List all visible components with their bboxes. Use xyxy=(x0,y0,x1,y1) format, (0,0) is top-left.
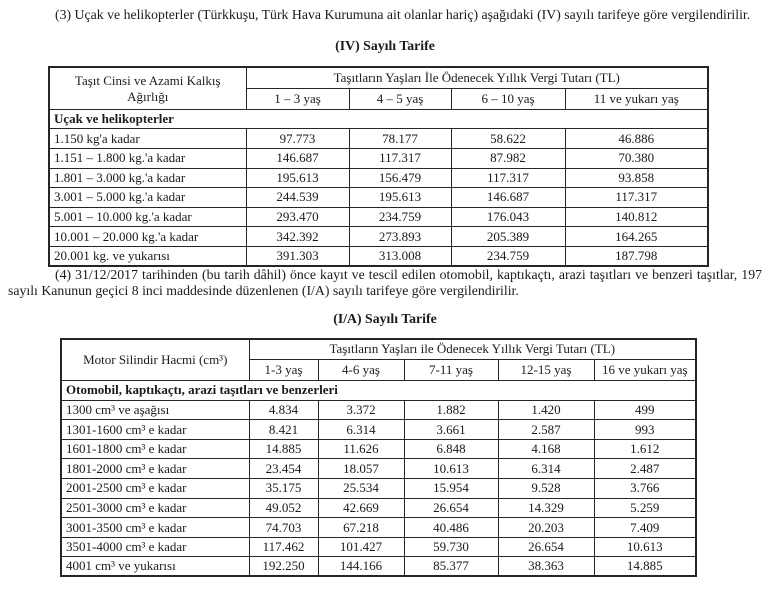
tax-amount-cell: 3.661 xyxy=(404,420,498,440)
table-row xyxy=(61,459,696,479)
tax-amount-cell: 164.265 xyxy=(565,227,708,247)
table-row xyxy=(49,246,708,266)
tax-amount-cell: 101.427 xyxy=(318,537,404,557)
tax-amount-cell: 6.314 xyxy=(318,420,404,440)
tax-amount-cell: 117.317 xyxy=(451,168,565,188)
row-label: 1.150 kg'a kadar xyxy=(49,129,246,149)
tax-amount-cell: 87.982 xyxy=(451,148,565,168)
table-row xyxy=(61,479,696,499)
table-ia-title: (I/A) Sayılı Tarife xyxy=(333,310,437,326)
table-body xyxy=(61,400,696,576)
tax-amount-cell: 273.893 xyxy=(349,227,451,247)
tax-amount-cell: 35.175 xyxy=(249,479,318,499)
tax-amount-cell: 46.886 xyxy=(565,129,708,149)
column-header-tax-span: Taşıtların Yaşları ile Ödenecek Yıllık Vergi Tutarı (TL) xyxy=(249,339,696,360)
column-header-age-2: 4-6 yaş xyxy=(318,360,404,381)
table-body xyxy=(49,129,708,266)
tax-amount-cell: 8.421 xyxy=(249,420,318,440)
column-header-age-3: 6 – 10 yaş xyxy=(451,88,565,109)
tax-amount-cell: 117.317 xyxy=(349,148,451,168)
tax-amount-cell: 14.329 xyxy=(498,498,594,518)
tax-amount-cell: 3.372 xyxy=(318,400,404,420)
section-label: Otomobil, kaptıkaçtı, arazi taşıtları ve benzerleri xyxy=(61,381,696,401)
tax-amount-cell: 499 xyxy=(594,400,696,420)
column-header-age-3: 7-11 yaş xyxy=(404,360,498,381)
tax-amount-cell: 1.882 xyxy=(404,400,498,420)
tax-amount-cell: 7.409 xyxy=(594,518,696,538)
tax-amount-cell: 9.528 xyxy=(498,479,594,499)
tax-amount-cell: 234.759 xyxy=(349,207,451,227)
tax-amount-cell: 4.834 xyxy=(249,400,318,420)
vehicle-type-header-line1: Taşıt Cinsi ve Azami Kalkış xyxy=(74,72,221,88)
tax-amount-cell: 26.654 xyxy=(498,537,594,557)
vehicle-type-header-line2: Ağırlığı xyxy=(127,88,169,104)
tax-amount-cell: 10.613 xyxy=(594,537,696,557)
table-row xyxy=(61,498,696,518)
tax-amount-cell: 11.626 xyxy=(318,439,404,459)
paragraph-3: (3) Uçak ve helikopterler (Türkkuşu, Türk Hava Kurumuna ait olanlar hariç) aşağıdaki (IV) sayılı tarifeye göre vergilendirilir. xyxy=(55,7,751,22)
tax-amount-cell: 205.389 xyxy=(451,227,565,247)
row-label: 5.001 – 10.000 kg.'a kadar xyxy=(49,207,246,227)
tax-amount-cell: 15.954 xyxy=(404,479,498,499)
tax-amount-cell: 38.363 xyxy=(498,557,594,577)
table-row xyxy=(61,439,696,459)
column-header-age-5: 16 ve yukarı yaş xyxy=(594,360,696,381)
tax-amount-cell: 14.885 xyxy=(594,557,696,577)
tariff-table-ia xyxy=(60,338,697,578)
row-label: 2001-2500 cm³ e kadar xyxy=(61,479,249,499)
tax-amount-cell: 6.848 xyxy=(404,439,498,459)
row-label: 3501-4000 cm³ e kadar xyxy=(61,537,249,557)
paragraph-4: (4) 31/12/2017 tarihinden (bu tarih dâhil) önce kayıt ve tescil edilen otomobil, kaptıkaçtı, arazi taşıtları ve benzeri taşıtlar, 197 sayılı Kanunun geçici 8 inci maddesinde düzenlenen (I/A) sayılı tarifeye göre vergilendirilir. xyxy=(8,267,762,299)
table-row xyxy=(49,188,708,208)
row-label: 1.801 – 3.000 kg.'a kadar xyxy=(49,168,246,188)
tax-amount-cell: 313.008 xyxy=(349,246,451,266)
table-iv-title: (IV) Sayılı Tarife xyxy=(335,38,435,54)
row-label: 3001-3500 cm³ e kadar xyxy=(61,518,249,538)
row-label: 3.001 – 5.000 kg.'a kadar xyxy=(49,188,246,208)
column-header-age-1: 1-3 yaş xyxy=(249,360,318,381)
row-label: 1301-1600 cm³ e kadar xyxy=(61,420,249,440)
tax-amount-cell: 49.052 xyxy=(249,498,318,518)
tax-amount-cell: 70.380 xyxy=(565,148,708,168)
table-row xyxy=(61,400,696,420)
row-label: 10.001 – 20.000 kg.'a kadar xyxy=(49,227,246,247)
tax-amount-cell: 26.654 xyxy=(404,498,498,518)
tax-amount-cell: 4.168 xyxy=(498,439,594,459)
column-header-age-4: 11 ve yukarı yaş xyxy=(565,88,708,109)
tax-amount-cell: 176.043 xyxy=(451,207,565,227)
tax-amount-cell: 2.587 xyxy=(498,420,594,440)
tax-amount-cell: 78.177 xyxy=(349,129,451,149)
tax-amount-cell: 187.798 xyxy=(565,246,708,266)
table-row xyxy=(49,148,708,168)
table-header-row xyxy=(61,339,696,360)
tax-amount-cell: 59.730 xyxy=(404,537,498,557)
tax-amount-cell: 23.454 xyxy=(249,459,318,479)
row-label: 1.151 – 1.800 kg.'a kadar xyxy=(49,148,246,168)
table-row xyxy=(61,420,696,440)
tax-amount-cell: 1.420 xyxy=(498,400,594,420)
tax-amount-cell: 67.218 xyxy=(318,518,404,538)
row-label: 1801-2000 cm³ e kadar xyxy=(61,459,249,479)
tax-amount-cell: 244.539 xyxy=(246,188,349,208)
tax-amount-cell: 74.703 xyxy=(249,518,318,538)
tax-amount-cell: 20.203 xyxy=(498,518,594,538)
section-label: Uçak ve helikopterler xyxy=(49,109,708,129)
tax-amount-cell: 3.766 xyxy=(594,479,696,499)
table-row xyxy=(49,168,708,188)
tax-amount-cell: 25.534 xyxy=(318,479,404,499)
row-label: 1601-1800 cm³ e kadar xyxy=(61,439,249,459)
table-row xyxy=(61,537,696,557)
tax-amount-cell: 10.613 xyxy=(404,459,498,479)
section-row xyxy=(61,381,696,401)
table-row xyxy=(61,557,696,577)
column-header-engine-volume: Motor Silindir Hacmi (cm³) xyxy=(61,339,249,381)
tax-amount-cell: 140.812 xyxy=(565,207,708,227)
tax-amount-cell: 146.687 xyxy=(451,188,565,208)
tax-amount-cell: 117.317 xyxy=(565,188,708,208)
tax-amount-cell: 293.470 xyxy=(246,207,349,227)
tariff-table-iv xyxy=(48,66,709,267)
tax-amount-cell: 6.314 xyxy=(498,459,594,479)
tax-amount-cell: 42.669 xyxy=(318,498,404,518)
column-header-tax-span: Taşıtların Yaşları İle Ödenecek Yıllık Vergi Tutarı (TL) xyxy=(246,67,708,88)
tax-amount-cell: 117.462 xyxy=(249,537,318,557)
tax-amount-cell: 342.392 xyxy=(246,227,349,247)
tax-amount-cell: 14.885 xyxy=(249,439,318,459)
table-row xyxy=(49,129,708,149)
tax-amount-cell: 195.613 xyxy=(246,168,349,188)
tax-amount-cell: 85.377 xyxy=(404,557,498,577)
tax-amount-cell: 156.479 xyxy=(349,168,451,188)
tax-amount-cell: 58.622 xyxy=(451,129,565,149)
row-label: 1300 cm³ ve aşağısı xyxy=(61,400,249,420)
tax-amount-cell: 192.250 xyxy=(249,557,318,577)
tax-amount-cell: 5.259 xyxy=(594,498,696,518)
tax-amount-cell: 40.486 xyxy=(404,518,498,538)
table-row xyxy=(49,227,708,247)
tax-amount-cell: 234.759 xyxy=(451,246,565,266)
section-row xyxy=(49,109,708,129)
tax-amount-cell: 146.687 xyxy=(246,148,349,168)
tax-amount-cell: 97.773 xyxy=(246,129,349,149)
tax-amount-cell: 195.613 xyxy=(349,188,451,208)
table-row xyxy=(61,518,696,538)
table-header-row xyxy=(49,67,708,88)
tax-amount-cell: 2.487 xyxy=(594,459,696,479)
tax-amount-cell: 18.057 xyxy=(318,459,404,479)
column-header-age-1: 1 – 3 yaş xyxy=(246,88,349,109)
row-label: 4001 cm³ ve yukarısı xyxy=(61,557,249,577)
tax-amount-cell: 1.612 xyxy=(594,439,696,459)
tax-amount-cell: 391.303 xyxy=(246,246,349,266)
column-header-age-2: 4 – 5 yaş xyxy=(349,88,451,109)
tax-amount-cell: 93.858 xyxy=(565,168,708,188)
tax-amount-cell: 144.166 xyxy=(318,557,404,577)
column-header-vehicle-type xyxy=(49,67,246,109)
row-label: 2501-3000 cm³ e kadar xyxy=(61,498,249,518)
table-row xyxy=(49,207,708,227)
tax-amount-cell: 993 xyxy=(594,420,696,440)
column-header-age-4: 12-15 yaş xyxy=(498,360,594,381)
row-label: 20.001 kg. ve yukarısı xyxy=(49,246,246,266)
